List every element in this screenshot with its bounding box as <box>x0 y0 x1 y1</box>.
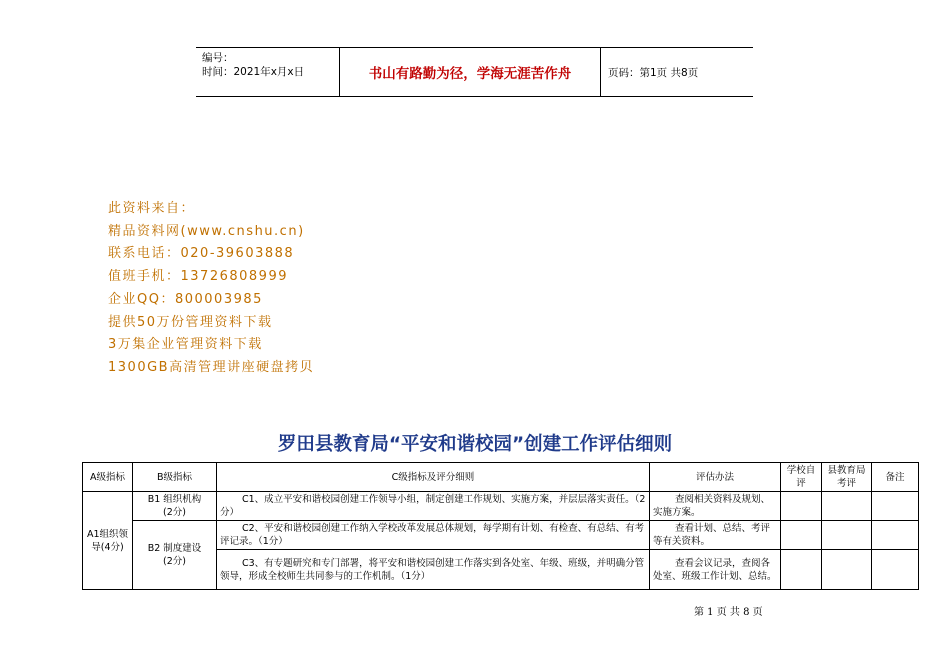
promo-line: 精品资料网(www.cnshu.cn) <box>108 223 305 239</box>
method-cell: 查看会议记录，查阅各处室、班级工作计划、总结。 <box>650 550 781 590</box>
time-label: 时间：2021年x月x日 <box>202 66 305 78</box>
promo-line: 3万集企业管理资料下载 <box>108 337 263 353</box>
evaluation-table <box>82 462 919 590</box>
remark-cell <box>872 521 919 550</box>
page-footer: 第 1 页 共 8 页 <box>694 607 763 618</box>
number-label: 编号： <box>202 52 234 64</box>
motto: 书山有路勤为径，学海无涯苦作舟 <box>339 48 601 96</box>
promo-line: 值班手机：13726808999 <box>108 269 288 285</box>
promo-line: 1300GB高清管理讲座硬盘拷贝 <box>108 359 315 375</box>
self-score-cell <box>781 492 822 521</box>
a1-cell: A1组织领导(4分) <box>83 492 133 590</box>
header-method: 评估办法 <box>650 463 781 492</box>
b2-cell <box>133 521 217 590</box>
promo-line: 联系电话：020-39603888 <box>108 246 295 262</box>
table-row <box>83 492 919 521</box>
table-row <box>83 521 919 550</box>
promo-line: 提供50万份管理资料下载 <box>108 314 273 330</box>
header-b: B级指标 <box>133 463 217 492</box>
b2-score: (2分) <box>163 556 186 567</box>
header-a: A级指标 <box>83 463 133 492</box>
page-title: 罗田县教育局“平安和谐校园”创建工作评估细则 <box>277 434 673 455</box>
page-code: 页码：第1页 共8页 <box>608 66 699 79</box>
b1-cell <box>133 492 217 521</box>
table-header-row <box>83 463 919 492</box>
self-score-cell <box>781 521 822 550</box>
b1-score: (2分) <box>163 507 186 518</box>
promo-block <box>108 198 314 380</box>
header-self: 学校自评 <box>781 463 822 492</box>
header-county: 县教育局考评 <box>822 463 872 492</box>
county-score-cell <box>822 550 872 590</box>
b2-name: B2 制度建设 <box>147 543 202 554</box>
self-score-cell <box>781 550 822 590</box>
county-score-cell <box>822 492 872 521</box>
promo-line: 此资料来自： <box>108 201 196 216</box>
remark-cell <box>872 492 919 521</box>
c3-cell: C3、有专题研究和专门部署，将平安和谐校园创建工作落实到各处室、年级、班级，并明确分管领导，形成全校师生共同参与的工作机制。（1分） <box>217 550 650 590</box>
b1-name: B1 组织机构 <box>147 494 202 505</box>
promo-line: 企业QQ：800003985 <box>108 291 263 307</box>
c1-cell: C1、成立平安和谐校园创建工作领导小组，制定创建工作规划、实施方案，并层层落实责任。（2分） <box>217 492 650 521</box>
document-header <box>196 47 753 97</box>
c2-cell: C2、平安和谐校园创建工作纳入学校改革发展总体规划，每学期有计划、有检查、有总结、有考评记录。（1分） <box>217 521 650 550</box>
county-score-cell <box>822 521 872 550</box>
method-cell: 查看计划、总结、考评等有关资料。 <box>650 521 781 550</box>
header-c: C级指标及评分细则 <box>217 463 650 492</box>
header-left <box>202 51 304 79</box>
method-cell: 查阅相关资料及规划、实施方案。 <box>650 492 781 521</box>
remark-cell <box>872 550 919 590</box>
header-remark: 备注 <box>872 463 919 492</box>
